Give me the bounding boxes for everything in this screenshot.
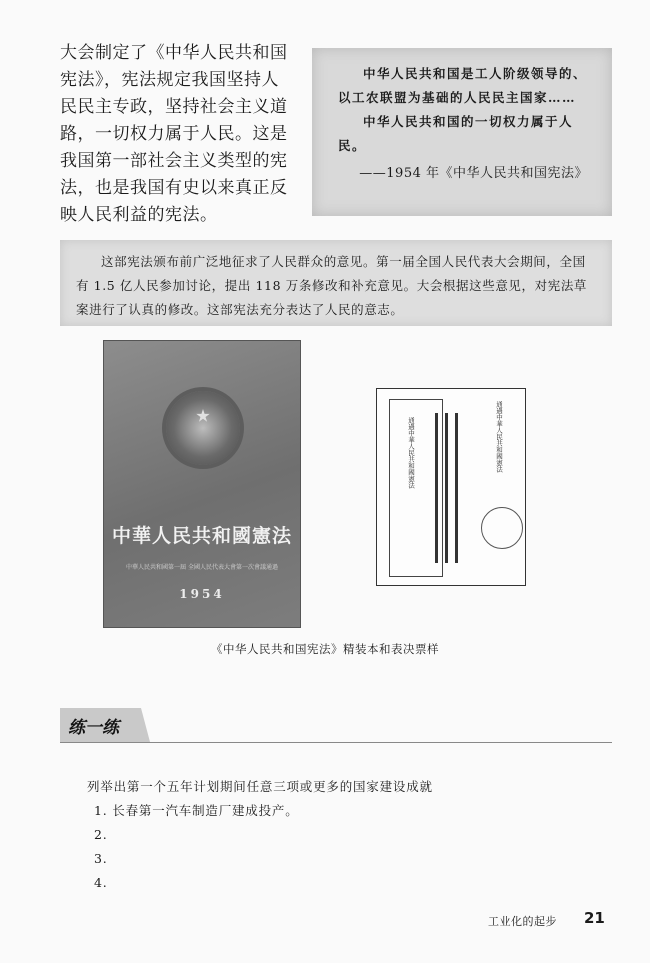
quote-paragraph-2: 中华人民共和国的一切权力属于人民。 [338,114,574,153]
note-box: 这部宪法颁布前广泛地征求了人民群众的意见。第一届全国人民代表大会期间，全国有 1.5 亿人民参加讨论，提出 118 万条修改和补充意见。大会根据这些意见，对宪法草案进行了认真的修改。这部宪法充分表达了人民的意志。 [60,240,612,326]
exercise-block [87,775,433,895]
constitution-quote-box [312,48,612,216]
ballot-seal [481,507,523,549]
intro-paragraph: 大会制定了《中华人民共和国宪法》，宪法规定我国坚持人民民主专政，坚持社会主义道路，一切权力属于人民。这是我国第一部社会主义类型的宪法，也是我国有史以来真正反映人民利益的宪法。 [60,43,288,225]
exercise-item-2: 2. [94,827,108,842]
national-emblem-icon [166,391,240,465]
quote-paragraph-1: 中华人民共和国是工人阶级领导的、以工农联盟为基础的人民民主国家…… [338,66,588,105]
quote-source: ——1954 年《中华人民共和国宪法》 [359,166,588,181]
book-cover-subtitle: 中華人民共和國第一屆 全國人民代表大會第一次會議通過 [126,564,278,571]
ballot-stub-text: 通過中華人民共和國憲法 [407,417,415,489]
ballot-main-text: 通過中華人民共和國憲法 [495,401,503,473]
book-cover-year: 1954 [179,587,225,601]
exercise-item-1: 1. 长春第一汽车制造厂建成投产。 [94,803,299,818]
ballot-image [376,388,526,586]
ballot-mongolian-script-3 [455,413,458,563]
exercise-prompt: 列举出第一个五年计划期间任意三项或更多的国家建设成就 [87,779,433,794]
constitution-book-image [103,340,301,628]
ballot-mongolian-script-2 [445,413,448,563]
exercise-section-header [60,706,612,743]
image-caption: 《中华人民共和国宪法》精装本和表决票样 [211,642,439,656]
exercise-item-4: 4. [94,875,108,890]
chapter-label: 工业化的起步 [488,915,557,928]
section-title: 练一练 [68,718,119,738]
page-number: 21 [584,909,605,927]
exercise-item-3: 3. [94,851,108,866]
ballot-mongolian-script-1 [435,413,438,563]
book-cover-title: 中華人民共和國憲法 [111,525,292,547]
